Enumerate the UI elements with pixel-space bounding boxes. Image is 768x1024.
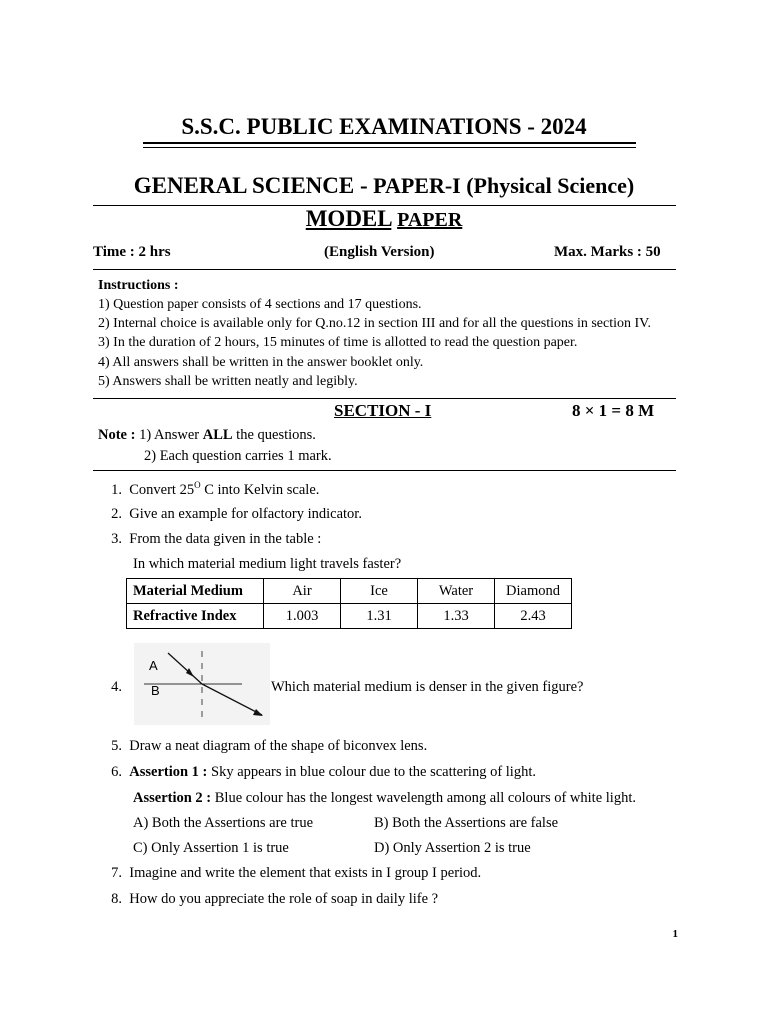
medium-label-b: B [151, 683, 160, 698]
question-number: 4. [111, 679, 122, 695]
note-bold: ALL [202, 427, 233, 443]
instruction-item: 1) Question paper consists of 4 sections and 17 questions. [98, 297, 422, 312]
model-big: MODEL [305, 206, 392, 231]
question-1 [100, 480, 319, 499]
subject-paper: PAPER-I (Physical Science) [373, 173, 635, 198]
question-2 [100, 506, 362, 523]
question-text: Convert 25 [129, 481, 195, 498]
question-number: 3. [111, 531, 122, 547]
table-cell: Air [264, 579, 341, 604]
question-number: 1. [111, 481, 122, 498]
assertion-label: Assertion 2 : [133, 790, 212, 806]
note-label: Note : [98, 427, 136, 443]
refractive-index-table [126, 578, 572, 629]
question-number: 7. [111, 865, 122, 881]
table-cell: 2.43 [495, 604, 572, 629]
table-cell: Ice [341, 579, 418, 604]
divider [93, 470, 676, 471]
table-row [127, 604, 572, 629]
exam-time: Time : 2 hrs [93, 244, 171, 260]
instruction-item: 4) All answers shall be written in the answer booklet only. [98, 355, 424, 370]
superscript: O [194, 480, 201, 490]
table-cell: 1.31 [341, 604, 418, 629]
table-cell: 1.33 [418, 604, 495, 629]
table-cell: Water [418, 579, 495, 604]
question-number: 6. [111, 764, 122, 780]
question-7 [100, 865, 481, 882]
instruction-item: 5) Answers shall be written neatly and legibly. [98, 374, 358, 389]
question-number: 2. [111, 506, 122, 522]
option-b: B) Both the Assertions are false [374, 815, 559, 831]
question-4-text: Which material medium is denser in the given figure? [271, 679, 584, 695]
divider [93, 269, 676, 270]
refraction-figure [134, 643, 270, 725]
instruction-item: 3) In the duration of 2 hours, 15 minutes of time is allotted to read the question paper. [98, 335, 578, 350]
max-marks: Max. Marks : 50 [554, 244, 661, 260]
section-title: SECTION - I [334, 401, 432, 420]
assertion-text: Blue colour has the longest wavelength among all colours of white light. [211, 790, 636, 806]
title-double-underline [143, 142, 636, 148]
question-text: How do you appreciate the role of soap in daily life ? [129, 891, 439, 907]
table-cell: Material Medium [127, 579, 264, 604]
option-a: A) Both the Assertions are true [133, 815, 314, 831]
question-3 [100, 531, 321, 548]
question-text: C into Kelvin scale. [200, 481, 320, 498]
question-8 [100, 891, 438, 908]
exam-version: (English Version) [324, 244, 435, 260]
table-cell: Diamond [495, 579, 572, 604]
question-6 [100, 764, 536, 781]
table-row [127, 579, 572, 604]
question-number: 8. [111, 891, 122, 907]
table-cell: 1.003 [264, 604, 341, 629]
subject-title [0, 173, 768, 199]
assertion-text: Sky appears in blue colour due to the scattering of light. [207, 764, 536, 780]
question-4-number [100, 679, 122, 696]
question-text: From the data given in the table : [129, 531, 322, 547]
instruction-item: 2) Internal choice is available only for Q.no.12 in section III and for all the questions in section IV. [98, 316, 651, 331]
exam-title: S.S.C. PUBLIC EXAMINATIONS - 2024 [181, 114, 587, 139]
medium-label-a: A [149, 658, 158, 673]
question-text: Draw a neat diagram of the shape of biconvex lens. [129, 738, 428, 754]
model-paper-title [0, 206, 768, 232]
subject-main: GENERAL SCIENCE - [133, 173, 368, 198]
question-3-sub: In which material medium light travels faster? [133, 556, 402, 572]
option-c: C) Only Assertion 1 is true [133, 840, 289, 856]
note-line-2: 2) Each question carries 1 mark. [144, 448, 332, 464]
note-line-1 [98, 427, 316, 444]
question-5 [100, 738, 427, 755]
note-text: 1) Answer [135, 427, 203, 443]
question-text: Imagine and write the element that exists in I group I period. [129, 865, 482, 881]
note-text: the questions. [232, 427, 316, 443]
divider [93, 398, 676, 399]
question-number: 5. [111, 738, 122, 754]
question-text: Give an example for olfactory indicator. [129, 506, 362, 522]
assertion-2 [133, 790, 636, 807]
section-marks: 8 × 1 = 8 M [572, 401, 655, 420]
assertion-label: Assertion 1 : [129, 764, 208, 780]
option-d: D) Only Assertion 2 is true [374, 840, 531, 856]
model-small: PAPER [397, 209, 463, 231]
table-cell: Refractive Index [127, 604, 264, 629]
instructions-heading: Instructions : [98, 278, 179, 293]
page-number: 1 [672, 928, 678, 940]
